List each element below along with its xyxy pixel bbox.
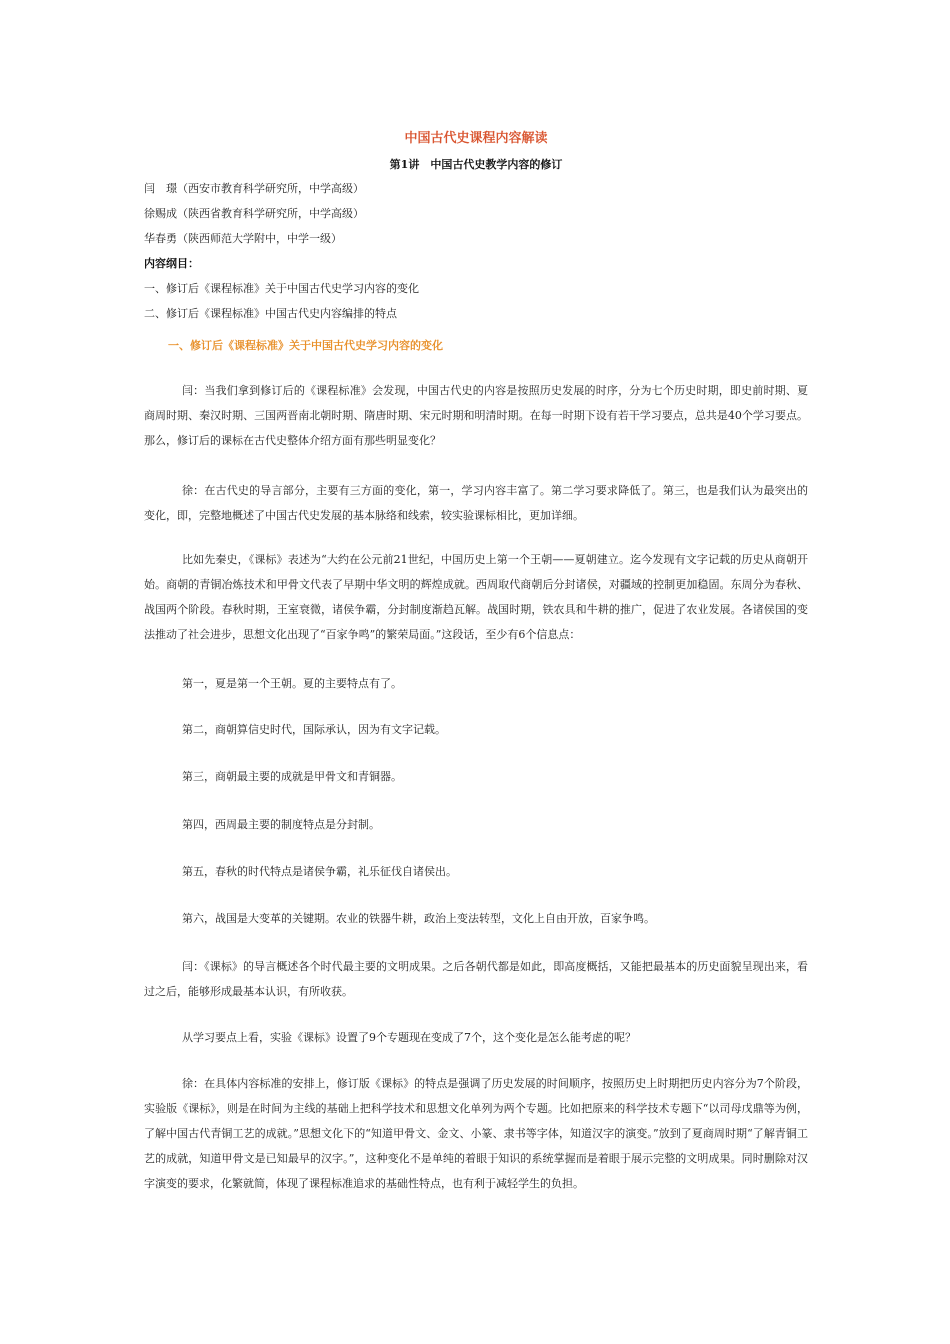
paragraph: 第三，商朝最主要的成就是甲骨文和青铜器。	[182, 770, 402, 783]
paragraph: 徐：在具体内容标准的安排上，修订版《课标》的特点是强调了历史发展的时间顺序，按照历史上时期把历史内容分为7个阶段，实验版《课标》，则是在时间为主线的基础上把科学技术和思想文化单列为两个专题。比如把原来的科学技术专题下“以司母戊鼎等为例，了解中国古代青铜工艺的成就。”思想文化下的“知道甲骨文、金文、小篆、隶书等字体，知道汉字的演变。”放到了夏商周时期“了解青铜工艺的成就，知道甲骨文是已知最早的汉字。”，这种变化不是单纯的着眼于知识的系统掌握而是着眼于展示完整的文明成果。同时删除对汉字演变的要求，化繁就简，体现了课程标准追求的基础性特点，也有利于减轻学生的负担。	[144, 1077, 808, 1190]
paragraph: 第二，商朝算信史时代，国际承认，因为有文字记载。	[182, 723, 446, 736]
paragraph: 第五，春秋的时代特点是诸侯争霸，礼乐征伐自诸侯出。	[182, 865, 457, 878]
paragraph: 闫：《课标》的导言概述各个时代最主要的文明成果。之后各朝代都是如此，即高度概括，又能把最基本的历史面貌呈现出来，看过之后，能够形成最基本认识，有所收获。	[144, 960, 808, 998]
lecture-subtitle: 第1讲 中国古代史教学内容的修订	[389, 158, 563, 171]
paragraph: 比如先秦史，《课标》表述为“大约在公元前21世纪，中国历史上第一个王朝——夏朝建立。迄今发现有文字记载的历史从商朝开始。商朝的青铜冶炼技术和甲骨文代表了早期中华文明的辉煌成就。西周取代商朝后分封诸侯，对疆域的控制更加稳固。东周分为春秋、战国两个阶段。春秋时期，王室衰微，诸侯争霸，分封制度渐趋瓦解。战国时期，铁农具和牛耕的推广，促进了农业发展。各诸侯国的变法推动了社会进步，思想文化出现了“百家争鸣”的繁荣局面。”这段话，至少有6个信息点：	[144, 553, 808, 641]
section-heading: 一、修订后《课程标准》关于中国古代史学习内容的变化	[168, 339, 443, 352]
document-title: 中国古代史课程内容解读	[404, 131, 548, 146]
outline-item: 一、修订后《课程标准》关于中国古代史学习内容的变化	[144, 282, 419, 295]
paragraph: 第四，西周最主要的制度特点是分封制。	[182, 818, 380, 831]
paragraph: 徐：在古代史的导言部分，主要有三方面的变化，第一，学习内容丰富了。第二学习要求降低了。第三，也是我们认为最突出的变化，即，完整地概述了中国古代史发展的基本脉络和线索，较实验课标相比，更加详细。	[144, 484, 808, 522]
outline-label: 内容纲目：	[144, 257, 199, 270]
outline-item: 二、修订后《课程标准》中国古代史内容编排的特点	[144, 307, 397, 320]
paragraph: 第六，战国是大变革的关键期。农业的铁器牛耕，政治上变法转型，文化上自由开放，百家争鸣。	[182, 912, 655, 925]
paragraph: 第一，夏是第一个王朝。夏的主要特点有了。	[182, 677, 402, 690]
paragraph: 从学习要点上看，实验《课标》设置了9个专题现在变成了7个，这个变化是怎么能考虑的呢？	[182, 1031, 636, 1044]
author-line: 闫 璟（西安市教育科学研究所，中学高级）	[144, 182, 364, 195]
author-line: 华春勇（陕西师范大学附中，中学一级）	[144, 232, 342, 245]
paragraph: 闫：当我们拿到修订后的《课程标准》会发现，中国古代史的内容是按照历史发展的时序，分为七个历史时期，即史前时期、夏商周时期、秦汉时期、三国两晋南北朝时期、隋唐时期、宋元时期和明清时期。在每一时期下设有若干学习要点，总共是40个学习要点。那么，修订后的课标在古代史整体介绍方面有那些明显变化？	[144, 384, 808, 447]
author-line: 徐赐成（陕西省教育科学研究所，中学高级）	[144, 207, 364, 220]
